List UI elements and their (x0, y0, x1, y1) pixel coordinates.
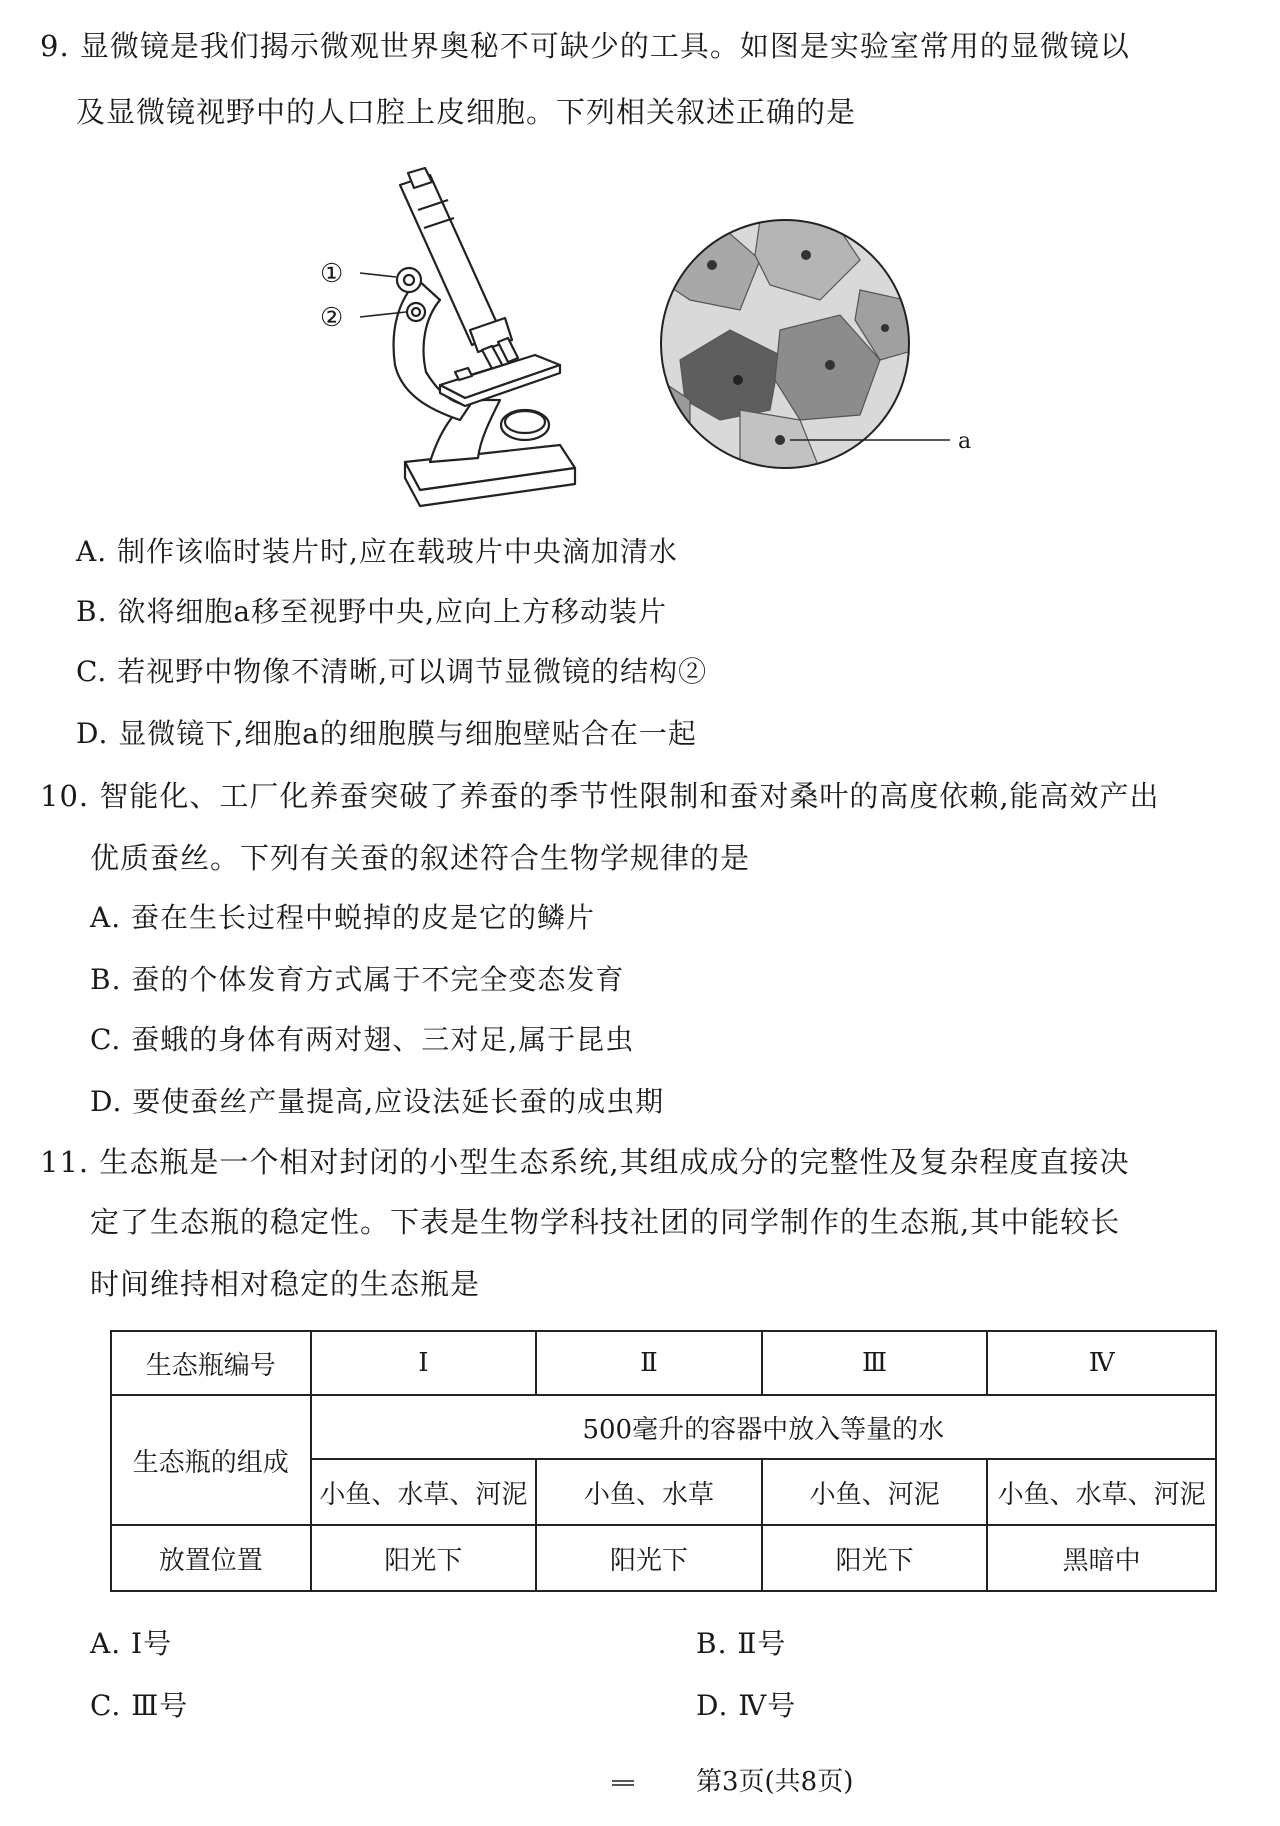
page-number: 第3页(共8页) (696, 1767, 854, 1797)
position-1: 阳光下 (311, 1525, 537, 1591)
microscope-illustration (394, 168, 575, 506)
q11-option-b: B. Ⅱ号 (696, 1627, 787, 1660)
position-4: 黑暗中 (987, 1525, 1216, 1591)
q10-option-b: B. 蚕的个体发育方式属于不完全变态发育 (90, 963, 625, 996)
label-a: a (958, 429, 972, 454)
q9-option-d: D. 显微镜下,细胞a的细胞膜与细胞壁贴合在一起 (76, 717, 697, 750)
label-1-leader (360, 273, 396, 277)
composition-4: 小鱼、水草、河泥 (987, 1459, 1216, 1525)
composition-3: 小鱼、河泥 (762, 1459, 988, 1525)
q11-option-a: A. Ⅰ号 (90, 1627, 173, 1660)
label-2: ② (320, 303, 344, 333)
bottle-3-header: Ⅲ (762, 1331, 988, 1395)
composition-2: 小鱼、水草 (536, 1459, 762, 1525)
cell-field-of-view (650, 215, 915, 470)
q11-stem-line1: 11. 生态瓶是一个相对封闭的小型生态系统,其组成成分的完整性及复杂程度直接决 (40, 1145, 1130, 1179)
q11-stem-line3: 时间维持相对稳定的生态瓶是 (90, 1267, 481, 1301)
label-1: ① (320, 259, 344, 289)
q9-option-a: A. 制作该临时装片时,应在载玻片中央滴加清水 (76, 535, 678, 568)
composition-1: 小鱼、水草、河泥 (311, 1459, 537, 1525)
q9-stem-line1: 9. 显微镜是我们揭示微观世界奥秘不可缺少的工具。如图是实验室常用的显微镜以 (40, 29, 1130, 63)
header-bottle-number: 生态瓶编号 (111, 1331, 311, 1395)
q9-option-b: B. 欲将细胞a移至视野中央,应向上方移动装片 (76, 595, 667, 628)
q11-stem-line2: 定了生态瓶的稳定性。下表是生物学科技社团的同学制作的生态瓶,其中能较长 (90, 1205, 1121, 1239)
position-2: 阳光下 (536, 1525, 762, 1591)
q11-option-c: C. Ⅲ号 (90, 1689, 189, 1722)
q9-stem-line2: 及显微镜视野中的人口腔上皮细胞。下列相关叙述正确的是 (76, 95, 857, 129)
q10-stem-line1: 10. 智能化、工厂化养蚕突破了养蚕的季节性限制和蚕对桑叶的高度依赖,能高效产出 (40, 779, 1160, 813)
bottle-4-header: Ⅳ (987, 1331, 1216, 1395)
eco-bottle-table (110, 1330, 1217, 1592)
bottle-2-header: Ⅱ (536, 1331, 762, 1395)
q10-option-c: C. 蚕蛾的身体有两对翅、三对足,属于昆虫 (90, 1023, 635, 1056)
q10-option-d: D. 要使蚕丝产量提高,应设法延长蚕的成虫期 (90, 1085, 665, 1118)
q10-stem-line2: 优质蚕丝。下列有关蚕的叙述符合生物学规律的是 (90, 841, 751, 875)
bottle-1-header: Ⅰ (311, 1331, 537, 1395)
q10-option-a: A. 蚕在生长过程中蜕掉的皮是它的鳞片 (90, 901, 596, 934)
header-position: 放置位置 (111, 1525, 311, 1591)
q11-option-d: D. Ⅳ号 (696, 1689, 797, 1722)
position-3: 阳光下 (762, 1525, 988, 1591)
footer-mark (612, 1780, 634, 1786)
shared-condition: 500毫升的容器中放入等量的水 (311, 1395, 1216, 1459)
q9-figure (0, 0, 1280, 520)
q9-option-c: C. 若视野中物像不清晰,可以调节显微镜的结构② (76, 655, 708, 688)
header-composition: 生态瓶的组成 (111, 1395, 311, 1525)
